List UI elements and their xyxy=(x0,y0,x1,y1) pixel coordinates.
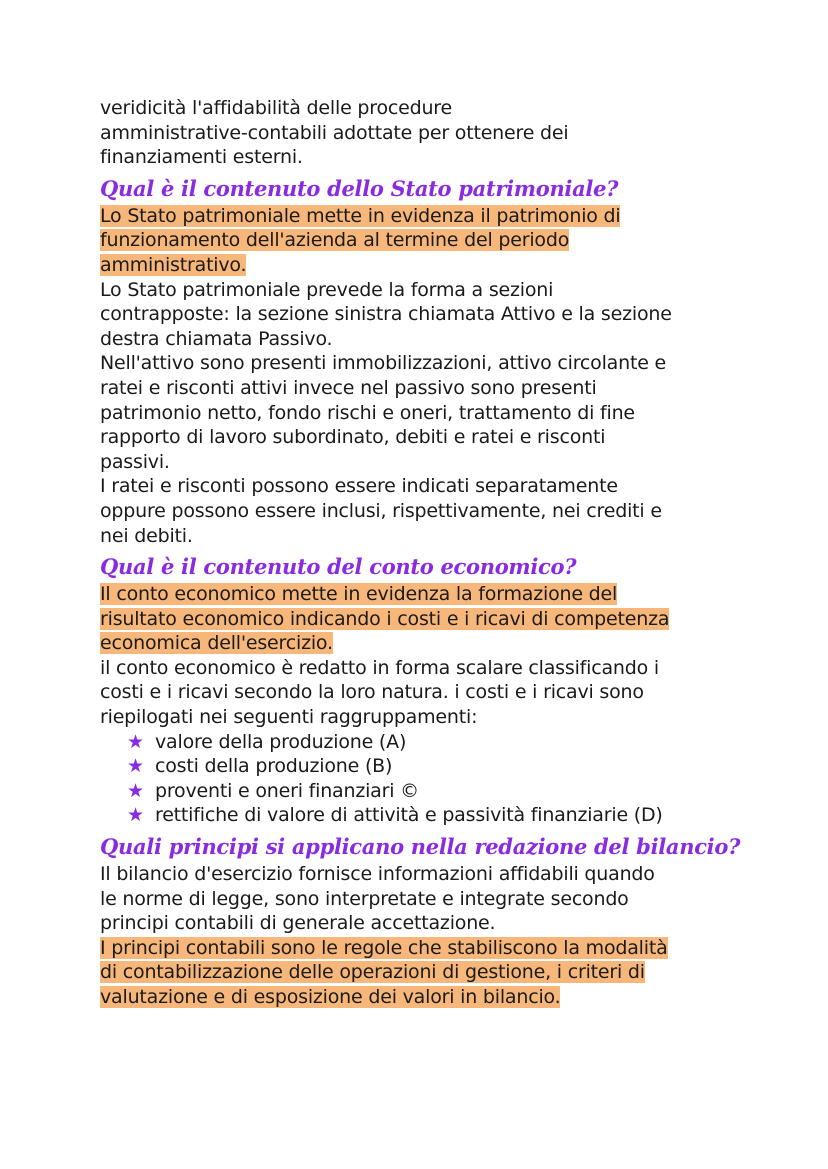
question-heading-principi-bilancio: Quali principi si applicano nella redazione del bilancio? xyxy=(100,834,741,860)
text-line: rapporto di lavoro subordinato, debiti e ratei e risconti xyxy=(100,426,606,449)
highlighted-line: funzionamento dell'azienda al termine del periodo xyxy=(100,229,570,252)
highlighted-line: economica dell'esercizio. xyxy=(100,632,333,655)
highlighted-line: risultato economico indicando i costi e i ricavi di competenza xyxy=(100,607,670,630)
highlighted-paragraph xyxy=(100,936,740,1010)
text-line: Nell'attivo sono presenti immobilizzazioni, attivo circolante e xyxy=(100,352,667,375)
text-line: riepilogati nei seguenti raggruppamenti: xyxy=(100,706,478,729)
text-line: nei debiti. xyxy=(100,524,193,547)
text-line: veridicità l'affidabilità delle procedure xyxy=(100,97,452,119)
list-item-text: costi della produzione (B) xyxy=(155,755,393,778)
text-line: Il bilancio d'esercizio fornisce informazioni affidabili quando xyxy=(100,863,655,886)
highlighted-line: di contabilizzazione delle operazioni di gestione, i criteri di xyxy=(100,961,645,984)
highlighted-paragraph xyxy=(100,204,740,278)
list-item xyxy=(127,754,740,779)
document-page xyxy=(100,96,740,1010)
text-line: ratei e risconti attivi invece nel passivo sono presenti xyxy=(100,376,597,399)
question-heading-conto-economico: Qual è il contenuto del conto economico? xyxy=(100,554,577,580)
list-item xyxy=(127,779,740,804)
star-icon: ★ xyxy=(127,779,144,802)
list-item-text: rettifiche di valore di attività e passività finanziarie (D) xyxy=(155,804,663,827)
bullet-list xyxy=(100,730,740,828)
text-line: le norme di legge, sono interpretate e integrate secondo xyxy=(100,887,629,910)
body-paragraph xyxy=(100,862,740,936)
highlighted-line: amministrativo. xyxy=(100,253,247,276)
highlighted-line: I principi contabili sono le regole che stabiliscono la modalità xyxy=(100,936,668,959)
list-item-text: valore della produzione (A) xyxy=(155,730,407,753)
list-item-text: proventi e oneri finanziari © xyxy=(155,779,419,802)
list-item xyxy=(127,730,740,755)
text-line: il conto economico è redatto in forma scalare classificando i xyxy=(100,656,659,679)
star-icon: ★ xyxy=(127,755,144,778)
text-line: patrimonio netto, fondo rischi e oneri, trattamento di fine xyxy=(100,401,635,424)
list-item xyxy=(127,803,740,828)
text-line: contrapposte: la sezione sinistra chiamata Attivo e la sezione xyxy=(100,303,672,326)
text-line: Lo Stato patrimoniale prevede la forma a sezioni xyxy=(100,278,554,301)
highlighted-paragraph xyxy=(100,582,740,656)
text-line: passivi. xyxy=(100,450,170,473)
question-heading-stato-patrimoniale: Qual è il contenuto dello Stato patrimoniale? xyxy=(100,175,619,201)
text-line: principi contabili di generale accettazione. xyxy=(100,912,496,935)
text-line: costi e i ricavi secondo la loro natura. i costi e i ricavi sono xyxy=(100,681,644,704)
text-line: amministrative-contabili adottate per ottenere dei xyxy=(100,121,569,144)
highlighted-line: Lo Stato patrimoniale mette in evidenza il patrimonio di xyxy=(100,204,621,227)
body-paragraph xyxy=(100,656,740,730)
body-paragraph xyxy=(100,278,740,549)
text-line: oppure possono essere inclusi, rispettivamente, nei crediti e xyxy=(100,499,662,522)
text-line: finanziamenti esterni. xyxy=(100,146,303,169)
star-icon: ★ xyxy=(127,730,144,753)
highlighted-line: valutazione e di esposizione dei valori in bilancio. xyxy=(100,986,561,1008)
star-icon: ★ xyxy=(127,804,144,827)
highlighted-line: Il conto economico mette in evidenza la formazione del xyxy=(100,583,618,606)
text-line: destra chiamata Passivo. xyxy=(100,327,333,350)
text-line: I ratei e risconti possono essere indicati separatamente xyxy=(100,475,618,498)
intro-paragraph xyxy=(100,96,740,170)
